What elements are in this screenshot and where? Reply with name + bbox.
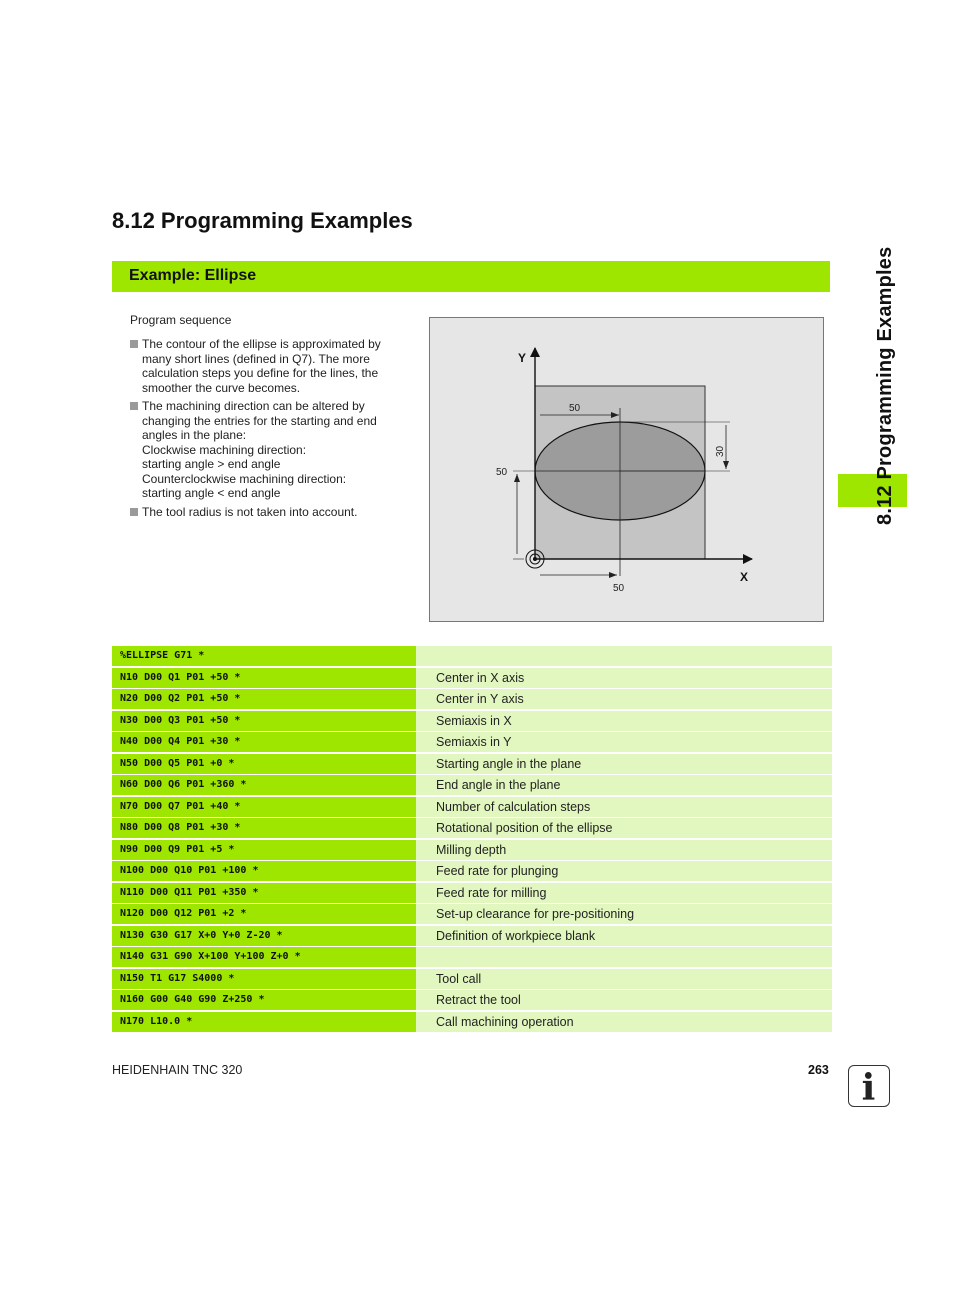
intro-text: Program sequence [130,313,232,327]
program-description: Rotational position of the ellipse [416,818,832,838]
table-row [112,711,832,731]
program-description: Semiaxis in X [416,711,832,731]
table-row [112,1012,832,1032]
program-description: Number of calculation steps [416,797,832,817]
bullet-item [130,337,410,395]
program-description: End angle in the plane [416,775,832,795]
program-description [416,947,832,967]
table-row [112,969,832,989]
manual-name: HEIDENHAIN TNC 320 [112,1063,243,1077]
bullet-line: The tool radius is not taken into account. [142,504,358,519]
program-description: Center in Y axis [416,689,832,709]
table-row [112,689,832,709]
program-description: Retract the tool [416,990,832,1010]
program-description: Tool call [416,969,832,989]
program-code: N70 D00 Q7 P01 +40 * [112,797,416,817]
program-description: Starting angle in the plane [416,754,832,774]
bullet-square-icon [130,340,138,348]
program-description: Feed rate for plunging [416,861,832,881]
ellipse-figure [429,317,824,622]
bullet-item [130,399,410,501]
program-description: Center in X axis [416,668,832,688]
program-code: N130 G30 G17 X+0 Y+0 Z-20 * [112,926,416,946]
program-code: N40 D00 Q4 P01 +30 * [112,732,416,752]
bullet-line: starting angle < end angle [142,486,281,500]
bullet-line: calculation steps you define for the lines, the [142,366,379,380]
bullet-line: many short lines (defined in Q7). The more [142,351,370,366]
bullet-line: The machining direction can be altered by [142,399,365,413]
program-code: N120 D00 Q12 P01 +2 * [112,904,416,924]
bullet-line: angles in the plane: [142,428,247,442]
y-axis-label: Y [518,351,527,365]
bullet-square-icon [130,508,138,516]
program-code: N80 D00 Q8 P01 +30 * [112,818,416,838]
section-header-bar [112,261,830,292]
program-code: N10 D00 Q1 P01 +50 * [112,668,416,688]
page-number: 263 [808,1063,829,1077]
dim-top-label: 50 [569,403,581,414]
ellipse-drawing [430,318,823,621]
datum-symbol-dot [533,557,537,561]
bullet-item [130,505,410,520]
section-title: Example: Ellipse [129,267,257,284]
program-table [112,646,832,1033]
table-row [112,818,832,838]
table-row [112,926,832,946]
program-description [416,646,832,666]
program-code: N140 G31 G90 X+100 Y+100 Z+0 * [112,947,416,967]
table-row [112,904,832,924]
program-description: Set-up clearance for pre-positioning [416,904,832,924]
table-row [112,840,832,860]
x-axis-label: X [740,570,749,584]
info-icon-letter: i [861,1067,876,1105]
side-chapter-title: 8.12 Programming Examples [874,246,896,525]
program-code: N170 L10.0 * [112,1012,416,1032]
program-code: N110 D00 Q11 P01 +350 * [112,883,416,903]
dim-left-label: 50 [496,467,508,478]
program-description: Call machining operation [416,1012,832,1032]
program-code: N20 D00 Q2 P01 +50 * [112,689,416,709]
bullet-line: changing the entries for the starting and end [142,413,377,428]
program-code: N90 D00 Q9 P01 +5 * [112,840,416,860]
program-code: N30 D00 Q3 P01 +50 * [112,711,416,731]
table-row [112,990,832,1010]
table-row [112,775,832,795]
dim-right-label: 30 [715,445,726,457]
program-code: N150 T1 G17 S4000 * [112,969,416,989]
bullet-line: Clockwise machining direction: [142,442,307,457]
program-code: N50 D00 Q5 P01 +0 * [112,754,416,774]
program-code: N60 D00 Q6 P01 +360 * [112,775,416,795]
bullet-list [130,337,410,523]
program-description: Definition of workpiece blank [416,926,832,946]
program-description: Semiaxis in Y [416,732,832,752]
bullet-line: The contour of the ellipse is approximated by [142,337,381,351]
table-row [112,947,832,967]
program-code: N160 G00 G40 G90 Z+250 * [112,990,416,1010]
program-description: Feed rate for milling [416,883,832,903]
table-row [112,732,832,752]
dim-bottom-label: 50 [613,583,625,594]
table-row [112,797,832,817]
table-row [112,883,832,903]
bullet-line: Counterclockwise machining direction: [142,471,347,486]
table-row [112,754,832,774]
bullet-line: starting angle > end angle [142,457,281,471]
table-row [112,646,832,666]
info-glyph [849,1066,888,1105]
bullet-square-icon [130,402,138,410]
info-icon [848,1065,890,1107]
page-title: 8.12 Programming Examples [112,208,413,233]
program-code: %ELLIPSE G71 * [112,646,416,666]
program-code: N100 D00 Q10 P01 +100 * [112,861,416,881]
table-row [112,668,832,688]
bullet-line: smoother the curve becomes. [142,380,301,395]
program-description: Milling depth [416,840,832,860]
table-row [112,861,832,881]
